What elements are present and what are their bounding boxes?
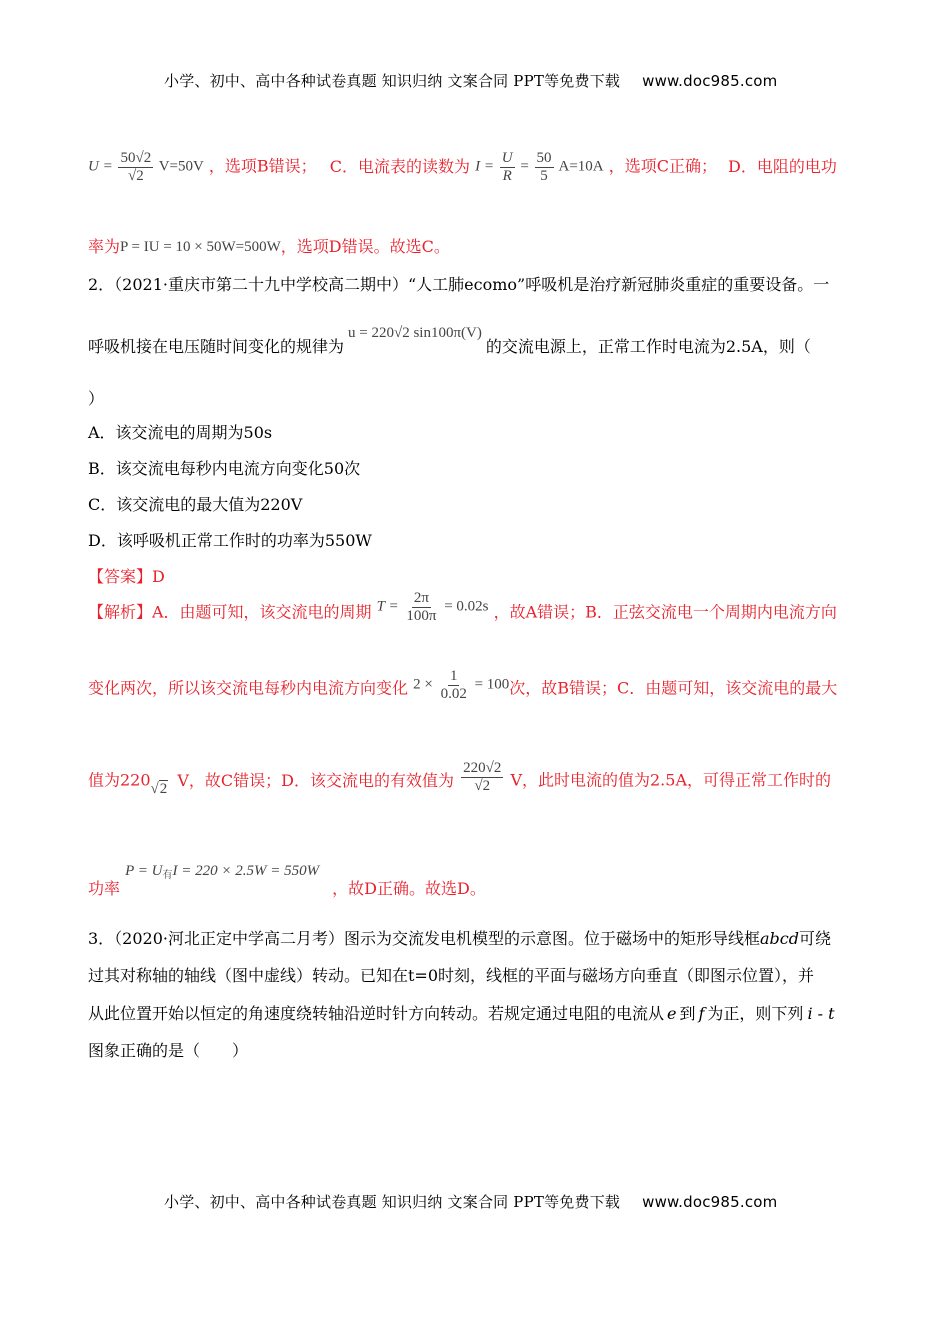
q2-solution-line-3: 值为220√2 V，故C错误；D．该交流电的有效值为 $\frac{220√2}{√2}$ V，此时电流的值为2.5A，可得正常工作时的 bbox=[88, 760, 831, 797]
formula-i: I = $\frac{U}{R}$ = $\frac{50}{5}$ A=10A bbox=[475, 150, 604, 184]
page-footer bbox=[164, 1191, 778, 1212]
q2-answer: 【答案】D bbox=[88, 567, 165, 586]
q1-solution-line-2: 率为P = IU = 10 × 50W=500W，选项D错误。故选C。 bbox=[88, 237, 450, 256]
formula-u-t: u = 220√2 sin100π(V) bbox=[348, 325, 482, 341]
q3-stem-2: 过其对称轴的轴线（图中虚线）转动。已知在t=0时刻，线框的平面与磁场方向垂直（即图示位置），并 bbox=[88, 966, 815, 985]
q2-stem-3: ） bbox=[88, 389, 105, 408]
formula-u: U = $\frac{50√2}{√2}$ V=50V bbox=[88, 150, 204, 184]
q2-stem-1: 2．（2021·重庆市第二十九中学校高二期中）“人工肺ecomo”呼吸机是治疗新冠肺炎重症的重要设备。一 bbox=[88, 275, 830, 294]
formula-period: T = $\frac{2\pi}{100\pi}$ = 0.02s bbox=[376, 590, 489, 624]
formula-power: $P = U_有I = 220 \times 2.5W = 550W$ bbox=[125, 862, 320, 881]
header-site[interactable]: www.doc985.com bbox=[642, 72, 778, 90]
footer-text: 小学、初中、高中各种试卷真题 知识归纳 文案合同 PPT等免费下载 bbox=[164, 1193, 621, 1211]
q1-solution-line-1: U = $\frac{50√2}{√2}$ V=50V ，选项B错误； C．电流表的读数为 I = $\frac{U}{R}$ = $\frac{50}{5}$ A=10A ，选项C正确； D．电阻的电功 bbox=[88, 150, 837, 184]
q2-solution-line-4: 功率 $P = U_有I = 220 \times 2.5W = 550W$ ，故D正确。故选D。 bbox=[88, 862, 486, 898]
q2-option-a[interactable]: A．该交流电的周期为50s bbox=[88, 423, 273, 442]
q3-stem-1: 3．（2020·河北正定中学高二月考）图示为交流发电机模型的示意图。位于磁场中的矩形导线框abcd可绕 bbox=[88, 929, 831, 948]
header-text: 小学、初中、高中各种试卷真题 知识归纳 文案合同 PPT等免费下载 bbox=[164, 72, 621, 90]
page-header bbox=[164, 70, 778, 91]
q2-solution-line-2: 变化两次，所以该交流电每秒内电流方向变化 2 × $\frac{1}{0.02}$ = 100次，故B错误；C．由题可知，该交流电的最大 bbox=[88, 668, 838, 702]
q3-stem-4: 图象正确的是（ ） bbox=[88, 1041, 249, 1060]
sqrt-2: √2 bbox=[150, 780, 168, 797]
q2-stem-2: 呼吸机接在电压随时间变化的规律为u = 220√2 sin100π(V)的交流电源上，正常工作时电流为2.5A，则（ bbox=[88, 325, 811, 356]
formula-effective: $\frac{220√2}{√2}$ bbox=[463, 760, 502, 794]
formula-changes: 2 × $\frac{1}{0.02}$ = 100 bbox=[413, 668, 510, 702]
q3-stem-3: 从此位置开始以恒定的角速度绕转轴沿逆时针方向转动。若规定通过电阻的电流从 e 到 f 为正，则下列 i - t bbox=[88, 1004, 835, 1023]
q2-solution-line-1: 【解析】A．由题可知，该交流电的周期 T = $\frac{2\pi}{100\pi}$ = 0.02s ，故A错误；B．正弦交流电一个周期内电流方向 bbox=[88, 590, 837, 624]
formula-p: P = IU = 10 × 50W=500W bbox=[120, 239, 281, 255]
q2-option-c[interactable]: C．该交流电的最大值为220V bbox=[88, 495, 303, 514]
footer-site[interactable]: www.doc985.com bbox=[642, 1193, 778, 1211]
q2-option-d[interactable]: D．该呼吸机正常工作时的功率为550W bbox=[88, 531, 372, 550]
q2-option-b[interactable]: B．该交流电每秒内电流方向变化50次 bbox=[88, 459, 361, 478]
